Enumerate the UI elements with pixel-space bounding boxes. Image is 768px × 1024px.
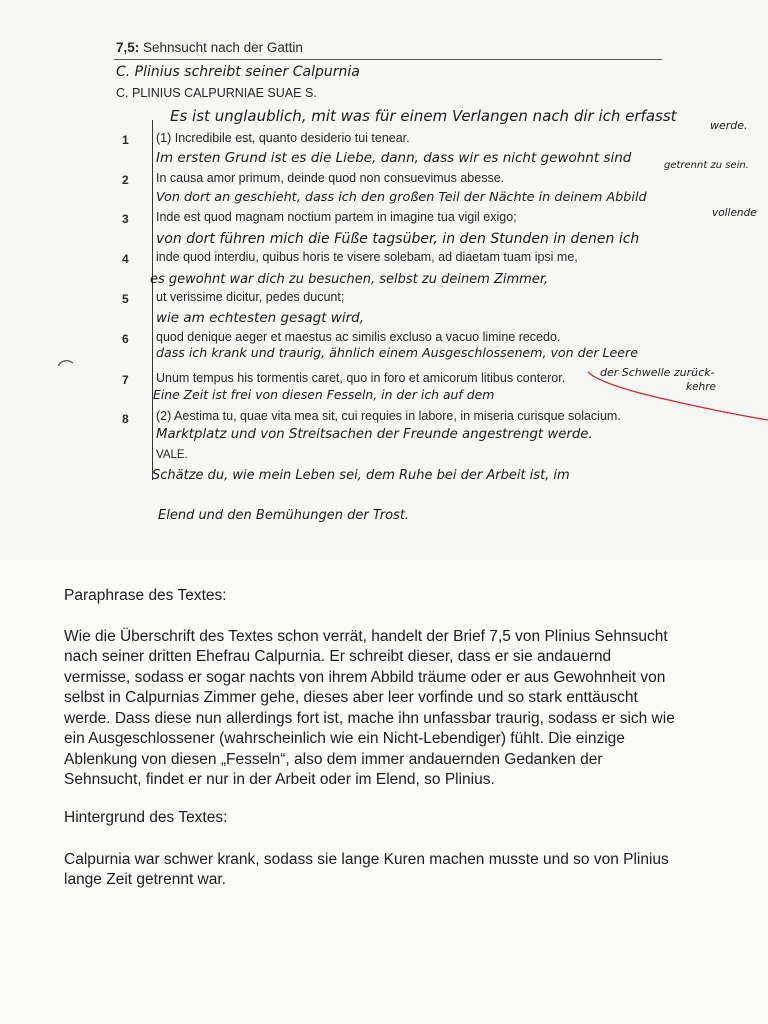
latin-line-5: ut verissime dicitur, pedes ducunt;: [156, 290, 345, 304]
translation-line-5: es gewohnt war dich zu besuchen, selbst zu deinem Zimmer,: [150, 272, 549, 287]
translation-line-2b: getrennt zu sein.: [664, 160, 749, 171]
translation-line-6: wie am echtesten gesagt wird,: [156, 310, 365, 326]
translation-line-7b: der Schwelle zurück-: [600, 366, 715, 379]
background-line-2: lange Zeit getrennt war.: [64, 871, 226, 888]
latin-vale: VALE.: [156, 449, 188, 461]
latin-line-8: (2) Aestima tu, quae vita mea sit, cui requies in labore, in miseria curisque solacium.: [156, 409, 621, 423]
latin-line-2: In causa amor primum, deinde quod non consuevimus abesse.: [156, 171, 505, 185]
paraphrase-line-4: selbst in Calpurnias Zimmer gehe, dieses aber leer vorfinde und so stark enttäuscht: [64, 689, 638, 706]
header-title: Sehnsucht nach der Gattin: [143, 40, 303, 55]
line-number-7: 7: [122, 373, 129, 387]
header-number: 7,5:: [116, 40, 140, 55]
paraphrase-line-6: ein Ausgeschlossener (wahrscheinlich wie ein Nicht-Lebendiger) fühlt. Die einzige: [64, 730, 625, 747]
translation-line-3b: vollende: [712, 207, 757, 219]
paraphrase-heading: Paraphrase des Textes:: [64, 587, 227, 604]
line-number-5: 5: [122, 292, 129, 306]
line-number-1: 1: [122, 133, 129, 147]
paraphrase-line-2: nach seiner dritten Ehefrau Calpurnia. Er schreibt dieser, dass er sie andauernd: [64, 648, 612, 665]
paraphrase-line-5: werde. Dass diese nun allerdings fort ist, mache ihn unfassbar traurig, sodass er sich wie: [64, 710, 675, 727]
translation-line-1: Es ist unglaublich, mit was für einem Verlangen nach dir ich erfasst: [170, 107, 677, 125]
translation-line-8: Eine Zeit ist frei von diesen Fesseln, in der ich auf dem: [153, 387, 495, 402]
line-number-2: 2: [122, 173, 129, 187]
line-number-6: 6: [122, 332, 129, 346]
translation-line-11: Elend und den Bemühungen der Trost.: [158, 508, 410, 523]
latin-line-4: inde quod interdiu, quibus horis te visere solebam, ad diaetam tuam ipsi me,: [156, 250, 578, 264]
translation-line-1b: werde.: [710, 119, 748, 132]
line-number-8: 8: [122, 412, 129, 426]
paraphrase-line-7: Ablenkung von diesen „Fesseln“, also dem immer andauernden Gedanken der: [64, 751, 603, 768]
paraphrase-line-8: Sehnsucht, findet er nur in der Arbeit oder im Elend, so Plinius.: [64, 771, 495, 788]
latin-line-6: quod denique aeger et maestus ac similis excluso a vacuo limine recedo.: [156, 330, 561, 344]
paraphrase-line-3: vermisse, sodass er sogar nachts von ihrem Abbild träume oder er aus Gewohnheit von: [64, 669, 666, 686]
margin-mark-icon: [56, 356, 76, 370]
translation-line-2: Im ersten Grund ist es die Liebe, dann, dass wir es nicht gewohnt sind: [156, 150, 632, 166]
translation-line-4: von dort führen mich die Füße tagsüber, in den Stunden in denen ich: [156, 231, 640, 247]
handwritten-title: C. Plinius schreibt seiner Calpurnia: [116, 64, 360, 80]
translation-line-3: Von dort an geschieht, dass ich den großen Teil der Nächte in deinem Abbild: [156, 190, 647, 205]
background-line-1: Calpurnia war schwer krank, sodass sie lange Kuren machen musste und so von Plinius: [64, 851, 669, 868]
latin-line-1: (1) Incredibile est, quanto desiderio tui tenear.: [156, 131, 410, 145]
latin-line-3: Inde est quod magnam noctium partem in imagine tua vigil exigo;: [156, 210, 517, 224]
letter-salutation: C. PLINIUS CALPURNIAE SUAE S.: [116, 86, 317, 100]
translation-line-7: dass ich krank und traurig, ähnlich einem Ausgeschlossenem, von der Leere: [156, 345, 638, 360]
translation-line-7c: kehre: [686, 381, 716, 393]
translation-line-9: Marktplatz und von Streitsachen der Freunde angestrengt werde.: [156, 427, 593, 442]
line-number-3: 3: [122, 212, 129, 226]
background-heading: Hintergrund des Textes:: [64, 809, 228, 826]
paraphrase-line-1: Wie die Überschrift des Textes schon verrät, handelt der Brief 7,5 von Plinius Sehnsucht: [64, 628, 668, 645]
line-number-4: 4: [122, 252, 129, 266]
translation-line-10: Schätze du, wie mein Leben sei, dem Ruhe bei der Arbeit ist, im: [152, 468, 570, 483]
latin-line-7: Unum tempus his tormentis caret, quo in foro et amicorum litibus conteror.: [156, 371, 566, 385]
